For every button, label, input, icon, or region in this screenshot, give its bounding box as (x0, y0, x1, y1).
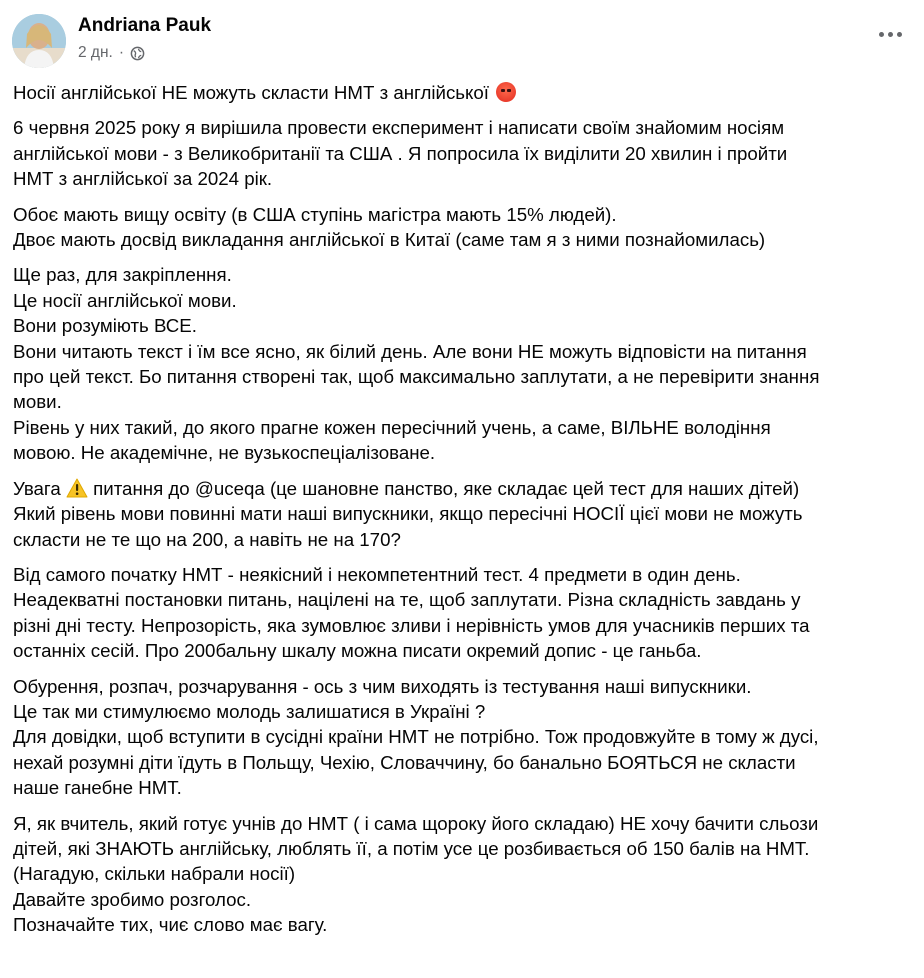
text-line: Я, як вчитель, який готує учнів до НМТ ( і сама щороку його складаю) НЕ хочу бачити сльози (13, 812, 819, 834)
text-line: Від самого початку НМТ - неякісний і некомпетентний тест. 4 предмети в один день. (13, 563, 741, 585)
text-line: Вони читають текст і їм все ясно, як білий день. Але вони НЕ можуть відповісти на питання (13, 340, 807, 362)
text-line: 6 червня 2025 року я вирішила провести експеримент і написати своїм знайомим носіям (13, 117, 785, 139)
text-line: Рівень у них такий, до якого прагне кожен пересічний учень, а саме, ВІЛЬНЕ володіння (13, 416, 771, 438)
text-line: Давайте зробимо розголос. (13, 888, 252, 910)
text-line: Двоє мають досвід викладання англійської в Китаї (саме там я з ними познайомилась) (13, 229, 766, 251)
globe-icon[interactable] (130, 46, 145, 61)
post-title: Носії англійської НЕ можуть скласти НМТ з англійської (13, 82, 490, 103)
angry-face-emoji-icon (496, 82, 516, 102)
more-options-icon[interactable] (872, 24, 908, 44)
text-line: (Нагадую, скільки набрали носії) (13, 863, 296, 885)
text-line: Позначайте тих, чиє слово має вагу. (13, 914, 328, 936)
text-line: різні дні тесту. Непрозорість, яка зумовлює зливи і нерівність умов для учасників перших та (13, 614, 810, 636)
post-text (13, 80, 916, 948)
text-line: Це так ми стимулюємо молодь залишатися в Україні ? (13, 700, 486, 722)
text-line: мовою. Не академічне, не вузькоспеціалізоване. (13, 442, 436, 464)
mention-text: питання до @uceqa (це шановне панство, яке складає цей тест для наших дітей) (93, 477, 800, 499)
warning-emoji-icon (66, 478, 88, 498)
text-line: наше ганебне НМТ. (13, 777, 182, 799)
text-line: НМТ з англійської за 2024 рік. (13, 168, 273, 190)
text-line: Обоє мають вищу освіту (в США ступінь магістра мають 15% людей). (13, 203, 617, 225)
paragraph (13, 476, 916, 552)
text-line: мови. (13, 391, 62, 413)
text-line: скласти не те що на 200, а навіть не на 170? (13, 528, 401, 550)
author-name[interactable]: Andriana Pauk (78, 15, 212, 36)
post-header (12, 12, 912, 72)
text-line: Вони розуміють ВСЕ. (13, 315, 197, 337)
text-line: про цей текст. Бо питання створені так, щоб максимально заплутати, а не перевірити знання (13, 366, 820, 388)
paragraph (13, 562, 916, 664)
paragraph (13, 674, 916, 801)
text-line: дітей, які ЗНАЮТЬ англійську, люблять її, а потім усе це розбивається об 150 балів на НМТ. (13, 837, 810, 859)
text-line: останніх сесій. Про 200бальну шкалу можна писати окремий допис - це ганьба. (13, 640, 702, 662)
warning-label: Увага (13, 477, 61, 499)
paragraph (13, 811, 916, 938)
text-line: Для довідки, щоб вступити в сусідні країни НМТ не потрібно. Тож продовжуйте в тому ж дусі, (13, 726, 819, 748)
text-line: Обурення, розпач, розчарування - ось з чим виходять із тестування наші випускники. (13, 675, 752, 697)
text-line (13, 476, 916, 501)
text-line: Ще раз, для закріплення. (13, 264, 232, 286)
text-line: Це носії англійської мови. (13, 289, 237, 311)
author-avatar[interactable] (12, 14, 66, 68)
post-meta (78, 44, 145, 62)
text-line: нехай розумні діти їдуть в Польщу, Чехію, Словаччину, бо банально БОЯТЬСЯ не скласти (13, 751, 796, 773)
text-line: Який рівень мови повинні мати наші випускники, якщо пересічні НОСІЇ цієї мови не можуть (13, 503, 803, 525)
paragraph (13, 262, 916, 465)
post-time[interactable]: 2 дн. (78, 44, 113, 61)
meta-separator: · (118, 44, 125, 61)
text-line: Неадекватні постановки питань, націлені на те, щоб заплутати. Різна складність завдань у (13, 589, 801, 611)
post-title-paragraph (13, 80, 916, 105)
text-line: англійської мови - з Великобританії та США . Я попросила їх виділити 20 хвилин і пройти (13, 142, 788, 164)
paragraph (13, 115, 916, 191)
paragraph (13, 202, 916, 253)
